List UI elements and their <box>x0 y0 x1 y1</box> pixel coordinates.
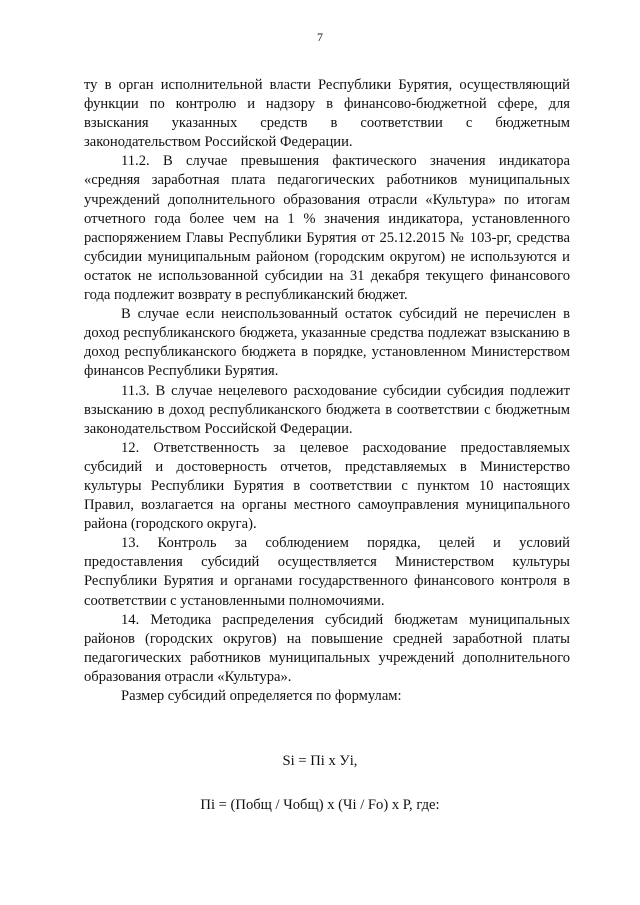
paragraph-clause-13: 13. Контроль за соблюдением порядка, целей и условий предоставления субсидий осуществляется Министерством культуры Республики Бурятия и органами государственного финансового контроля в соответствии с установленными полномочиями. <box>84 535 570 609</box>
paragraph-formula-intro: Размер субсидий определяется по формулам: <box>121 688 402 704</box>
paragraph-clause-14: 14. Методика распределения субсидий бюджетам муниципальных районов (городских округов) на повышение средней заработной платы педагогических работников муниципальных учреждений дополнительного образования отрасли «Культура». <box>84 611 570 685</box>
paragraph-clause-12: 12. Ответственность за целевое расходование предоставляемых субсидий и достоверность отчетов, представляемых в Министерство культуры Республики Бурятия в соответствии с пунктом 10 настоящих Правил, возлагается на органы местного самоуправления муниципального района (городского округа). <box>84 439 570 533</box>
paragraph-clause-11-3: 11.3. В случае нецелевого расходование субсидии субсидия подлежит взысканию в доход республиканского бюджета в соответствии с бюджетным законодательством Российской Федерации. <box>84 382 570 437</box>
paragraph-continuation: ту в орган исполнительной власти Республики Бурятия, осуществляющий функции по контролю и надзору в финансово-бюджетной сфере, для взыскания указанных средств в соответствии с бюджетным законодательством Российской Федерации. <box>84 77 570 151</box>
paragraph-clause-11-2: 11.2. В случае превышения фактического значения индикатора «средняя заработная плата педагогических работников муниципальных учреждений дополнительного образования отрасли «Культура» по итогам отчетного года более чем на 1 % значения индикатора, установленного распоряжением Главы Республики Бурятия от 25.12.2015 № 103-рг, средства субсидии муниципальным районом (городским округом) не используются и остаток не использованной субсидии на 31 декабря текущего финансового года подлежит возврату в республиканский бюджет. <box>84 153 570 304</box>
formula-coefficient: Пi = (Побщ / Чобщ) х (Чi / Fо) х Р, где: <box>200 797 440 813</box>
document-body <box>84 76 570 706</box>
page-number: 7 <box>317 30 323 44</box>
formula-subsidy-size: Si = Пi х Уi, <box>282 753 358 769</box>
paragraph-unused-balance: В случае если неиспользованный остаток субсидий не перечислен в доход республиканского бюджета, указанные средства подлежат взысканию в доход республиканского бюджета в порядке, установленном Министерством финансов Республики Бурятия. <box>84 306 570 380</box>
